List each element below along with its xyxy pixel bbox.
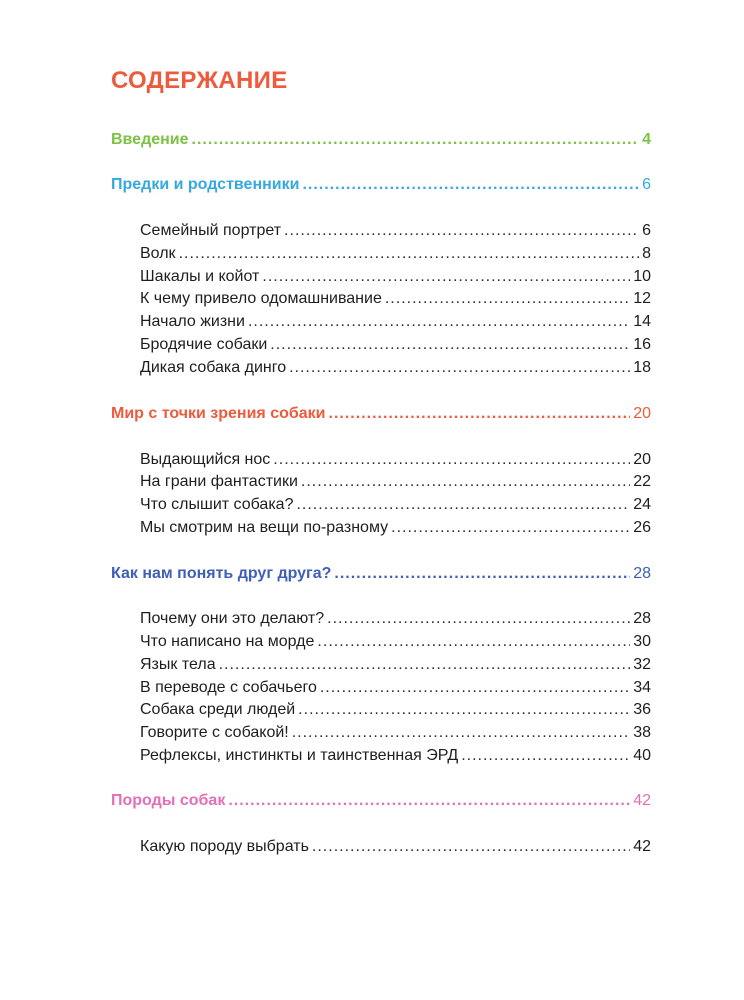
toc-entry[interactable] <box>140 313 651 331</box>
page-title: СОДЕРЖАНИЕ <box>111 67 288 94</box>
entry-title: Бродячие собаки <box>140 336 268 353</box>
toc-entry[interactable] <box>140 838 651 856</box>
entry-title: В переводе с собачьего <box>140 679 317 696</box>
dot-leader <box>327 610 630 628</box>
section-title: Мир с точки зрения собаки <box>111 405 326 422</box>
entry-page-number: 8 <box>642 245 651 262</box>
toc-entry[interactable] <box>140 473 651 491</box>
dot-leader <box>262 268 630 286</box>
dot-leader <box>461 747 630 765</box>
toc-entry[interactable] <box>140 701 651 719</box>
toc-entry[interactable] <box>140 245 651 263</box>
entry-title: Язык тела <box>140 656 216 673</box>
entry-page-number: 30 <box>633 633 651 650</box>
entry-page-number: 16 <box>633 336 651 353</box>
entry-title: Что написано на морде <box>140 633 315 650</box>
entry-title: К чему привело одомашнивание <box>140 290 382 307</box>
toc-entry[interactable] <box>140 222 651 240</box>
entry-title: На грани фантастики <box>140 473 298 490</box>
toc-entry[interactable] <box>140 633 651 651</box>
entry-page-number: 14 <box>633 313 651 330</box>
toc-entry[interactable] <box>140 679 651 697</box>
dot-leader <box>302 176 639 194</box>
dot-leader <box>320 679 630 697</box>
toc-section-breeds[interactable] <box>111 792 651 810</box>
entry-page-number: 26 <box>633 519 651 536</box>
toc-section-world[interactable] <box>111 405 651 423</box>
toc-entry[interactable] <box>140 496 651 514</box>
entry-page-number: 20 <box>633 451 651 468</box>
entry-page-number: 24 <box>633 496 651 513</box>
dot-leader <box>284 222 639 240</box>
dot-leader <box>289 359 630 377</box>
entry-page-number: 42 <box>633 838 651 855</box>
section-page-number: 28 <box>633 565 651 582</box>
dot-leader <box>385 290 630 308</box>
dot-leader <box>317 633 630 651</box>
toc-entry[interactable] <box>140 519 651 537</box>
dot-leader <box>248 313 630 331</box>
entry-title: Мы смотрим на вещи по-разному <box>140 519 389 536</box>
entry-title: Волк <box>140 245 176 262</box>
dot-leader <box>270 336 630 354</box>
entry-title: Что слышит собака? <box>140 496 294 513</box>
toc-entry[interactable] <box>140 451 651 469</box>
toc-section-understand[interactable] <box>111 565 651 583</box>
entry-page-number: 38 <box>633 724 651 741</box>
dot-leader <box>391 519 630 537</box>
toc-entry[interactable] <box>140 747 651 765</box>
dot-leader <box>296 496 630 514</box>
toc-entry[interactable] <box>140 290 651 308</box>
toc-section-intro[interactable] <box>111 131 651 149</box>
section-title: Породы собак <box>111 792 226 809</box>
dot-leader <box>329 405 631 423</box>
entry-page-number: 32 <box>633 656 651 673</box>
entry-page-number: 40 <box>633 747 651 764</box>
entry-page-number: 6 <box>642 222 651 239</box>
section-page-number: 4 <box>642 131 651 148</box>
section-page-number: 6 <box>642 176 651 193</box>
dot-leader <box>192 131 640 149</box>
dot-leader <box>334 565 630 583</box>
entry-title: Почему они это делают? <box>140 610 325 627</box>
entry-title: Шакалы и койот <box>140 268 260 285</box>
toc-entry[interactable] <box>140 359 651 377</box>
toc-entry[interactable] <box>140 656 651 674</box>
entry-page-number: 34 <box>633 679 651 696</box>
entry-title: Семейный портрет <box>140 222 282 239</box>
toc-entry[interactable] <box>140 336 651 354</box>
section-title: Введение <box>111 131 189 148</box>
entry-title: Рефлексы, инстинкты и таинственная ЭРД <box>140 747 459 764</box>
entry-title: Собака среди людей <box>140 701 296 718</box>
section-page-number: 20 <box>633 405 651 422</box>
section-page-number: 42 <box>633 792 651 809</box>
entry-title: Начало жизни <box>140 313 245 330</box>
entry-title: Выдающийся нос <box>140 451 271 468</box>
dot-leader <box>301 473 630 491</box>
dot-leader <box>298 701 630 719</box>
entry-title: Говорите с собакой! <box>140 724 289 741</box>
toc-entry[interactable] <box>140 268 651 286</box>
entry-page-number: 36 <box>633 701 651 718</box>
section-title: Как нам понять друг друга? <box>111 565 332 582</box>
toc-entry[interactable] <box>140 724 651 742</box>
dot-leader <box>312 838 630 856</box>
entry-page-number: 28 <box>633 610 651 627</box>
entry-page-number: 12 <box>633 290 651 307</box>
entry-page-number: 18 <box>633 359 651 376</box>
dot-leader <box>273 451 630 469</box>
section-title: Предки и родственники <box>111 176 300 193</box>
dot-leader <box>219 656 631 674</box>
toc-entry[interactable] <box>140 610 651 628</box>
dot-leader <box>179 245 640 263</box>
toc-section-ancestors[interactable] <box>111 176 651 194</box>
entry-page-number: 10 <box>633 268 651 285</box>
dot-leader <box>228 792 630 810</box>
entry-title: Дикая собака динго <box>140 359 287 376</box>
entry-page-number: 22 <box>633 473 651 490</box>
dot-leader <box>292 724 630 742</box>
entry-title: Какую породу выбрать <box>140 838 309 855</box>
